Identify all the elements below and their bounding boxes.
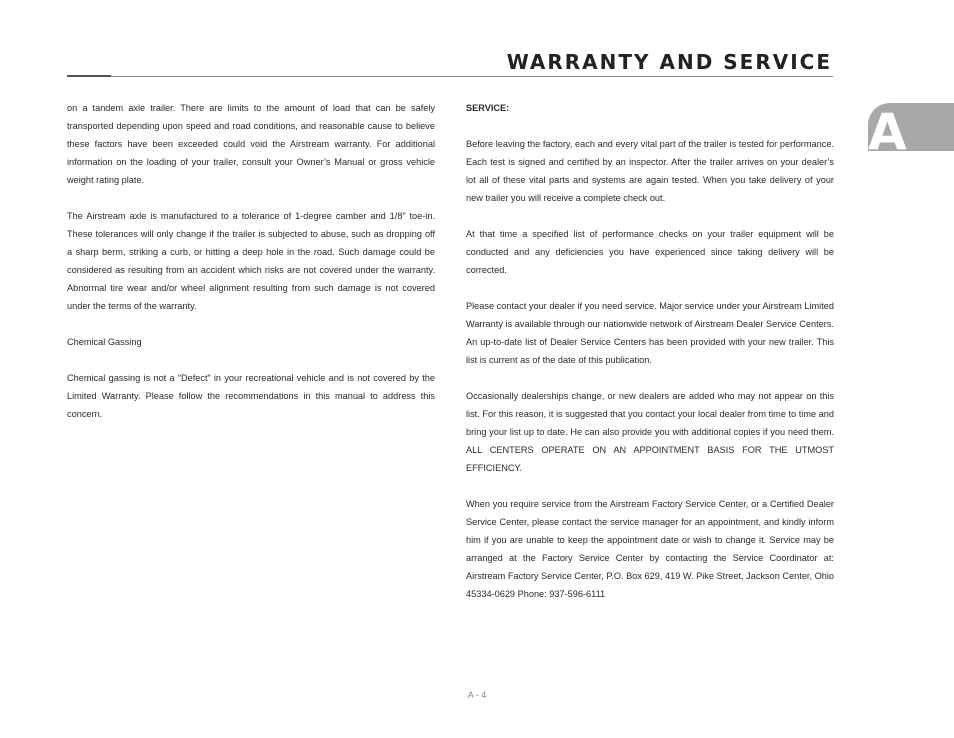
- page-number: A - 4: [467, 690, 487, 700]
- paragraph-factory-service-contact: When you require service from the Airstream Factory Service Center, or a Certified Dealer Service Center, please contact the service manager for an appointment, and kindly inform him if you are unable to keep the appointment date or wish to change it. Service may be arranged at the Factory Service Center by contacting the Service Coordinator at: Airstream Factory Service Center, P.O. Box 629, 419 W. Pike Street, Jackson Center, Ohio 45334-0629 Phone: 937-596-6111: [466, 499, 834, 599]
- left-column: [67, 99, 435, 441]
- paragraph-chemical-gassing: Chemical gassing is not a “Defect” in your recreational vehicle and is not covered by the Limited Warranty. Please follow the recommendations in this manual to address this concern.: [67, 373, 435, 419]
- section-tab: [868, 103, 954, 161]
- subheading-chemical-gassing: Chemical Gassing: [67, 337, 142, 347]
- paragraph-factory-testing: Before leaving the factory, each and every vital part of the trailer is tested for performance. Each test is signed and certified by an inspector. After the trailer arrives on your dealer’s lot all of these vital parts and systems are again tested. When you take delivery of your new trailer you will receive a complete check out.: [466, 139, 834, 203]
- service-heading: SERVICE:: [466, 103, 510, 113]
- paragraph-dealership-changes: Occasionally dealerships change, or new dealers are added who may not appear on this list. For this reason, it is suggested that you contact your local dealer from time to time and bring your list up to date. He can also provide you with additional copies if you need them. ALL CENTERS OPERATE ON AN APPOINTMENT BASIS FOR THE UTMOST EFFICIENCY.: [466, 391, 834, 473]
- paragraph-axle-load: on a tandem axle trailer. There are limits to the amount of load that can be safely transported depending upon speed and road conditions, and reasonable cause to believe these factors have been exceeded could void the Airstream warranty. For additional information on the loading of your trailer, consult your Owner’s Manual or gross vehicle weight rating plate.: [67, 103, 435, 185]
- section-tab-letter: A: [868, 103, 907, 161]
- header-divider-accent: [67, 75, 111, 77]
- right-column: [466, 99, 834, 621]
- paragraph-axle-tolerance: The Airstream axle is manufactured to a tolerance of 1-degree camber and 1/8” toe-in. These tolerances will only change if the trailer is subjected to abuse, such as dropping off a sharp berm, striking a curb, or hitting a deep hole in the road. Such damage could be considered as resulting from an accident which risks are not covered under the warranty. Abnormal tire wear and/or wheel alignment resulting from such damage is not covered under the terms of the warranty.: [67, 211, 435, 311]
- paragraph-dealer-service: Please contact your dealer if you need service. Major service under your Airstream Limited Warranty is available through our nationwide network of Airstream Dealer Service Centers. An up-to-date list of Dealer Service Centers has been provided with your new trailer. This list is current as of the date of this publication.: [466, 301, 834, 365]
- header-divider: [67, 76, 833, 77]
- page-title: WARRANTY AND SERVICE: [506, 50, 832, 74]
- paragraph-performance-checks: At that time a specified list of performance checks on your trailer equipment will be conducted and any deficiencies you have experienced since taking delivery will be corrected.: [466, 229, 834, 275]
